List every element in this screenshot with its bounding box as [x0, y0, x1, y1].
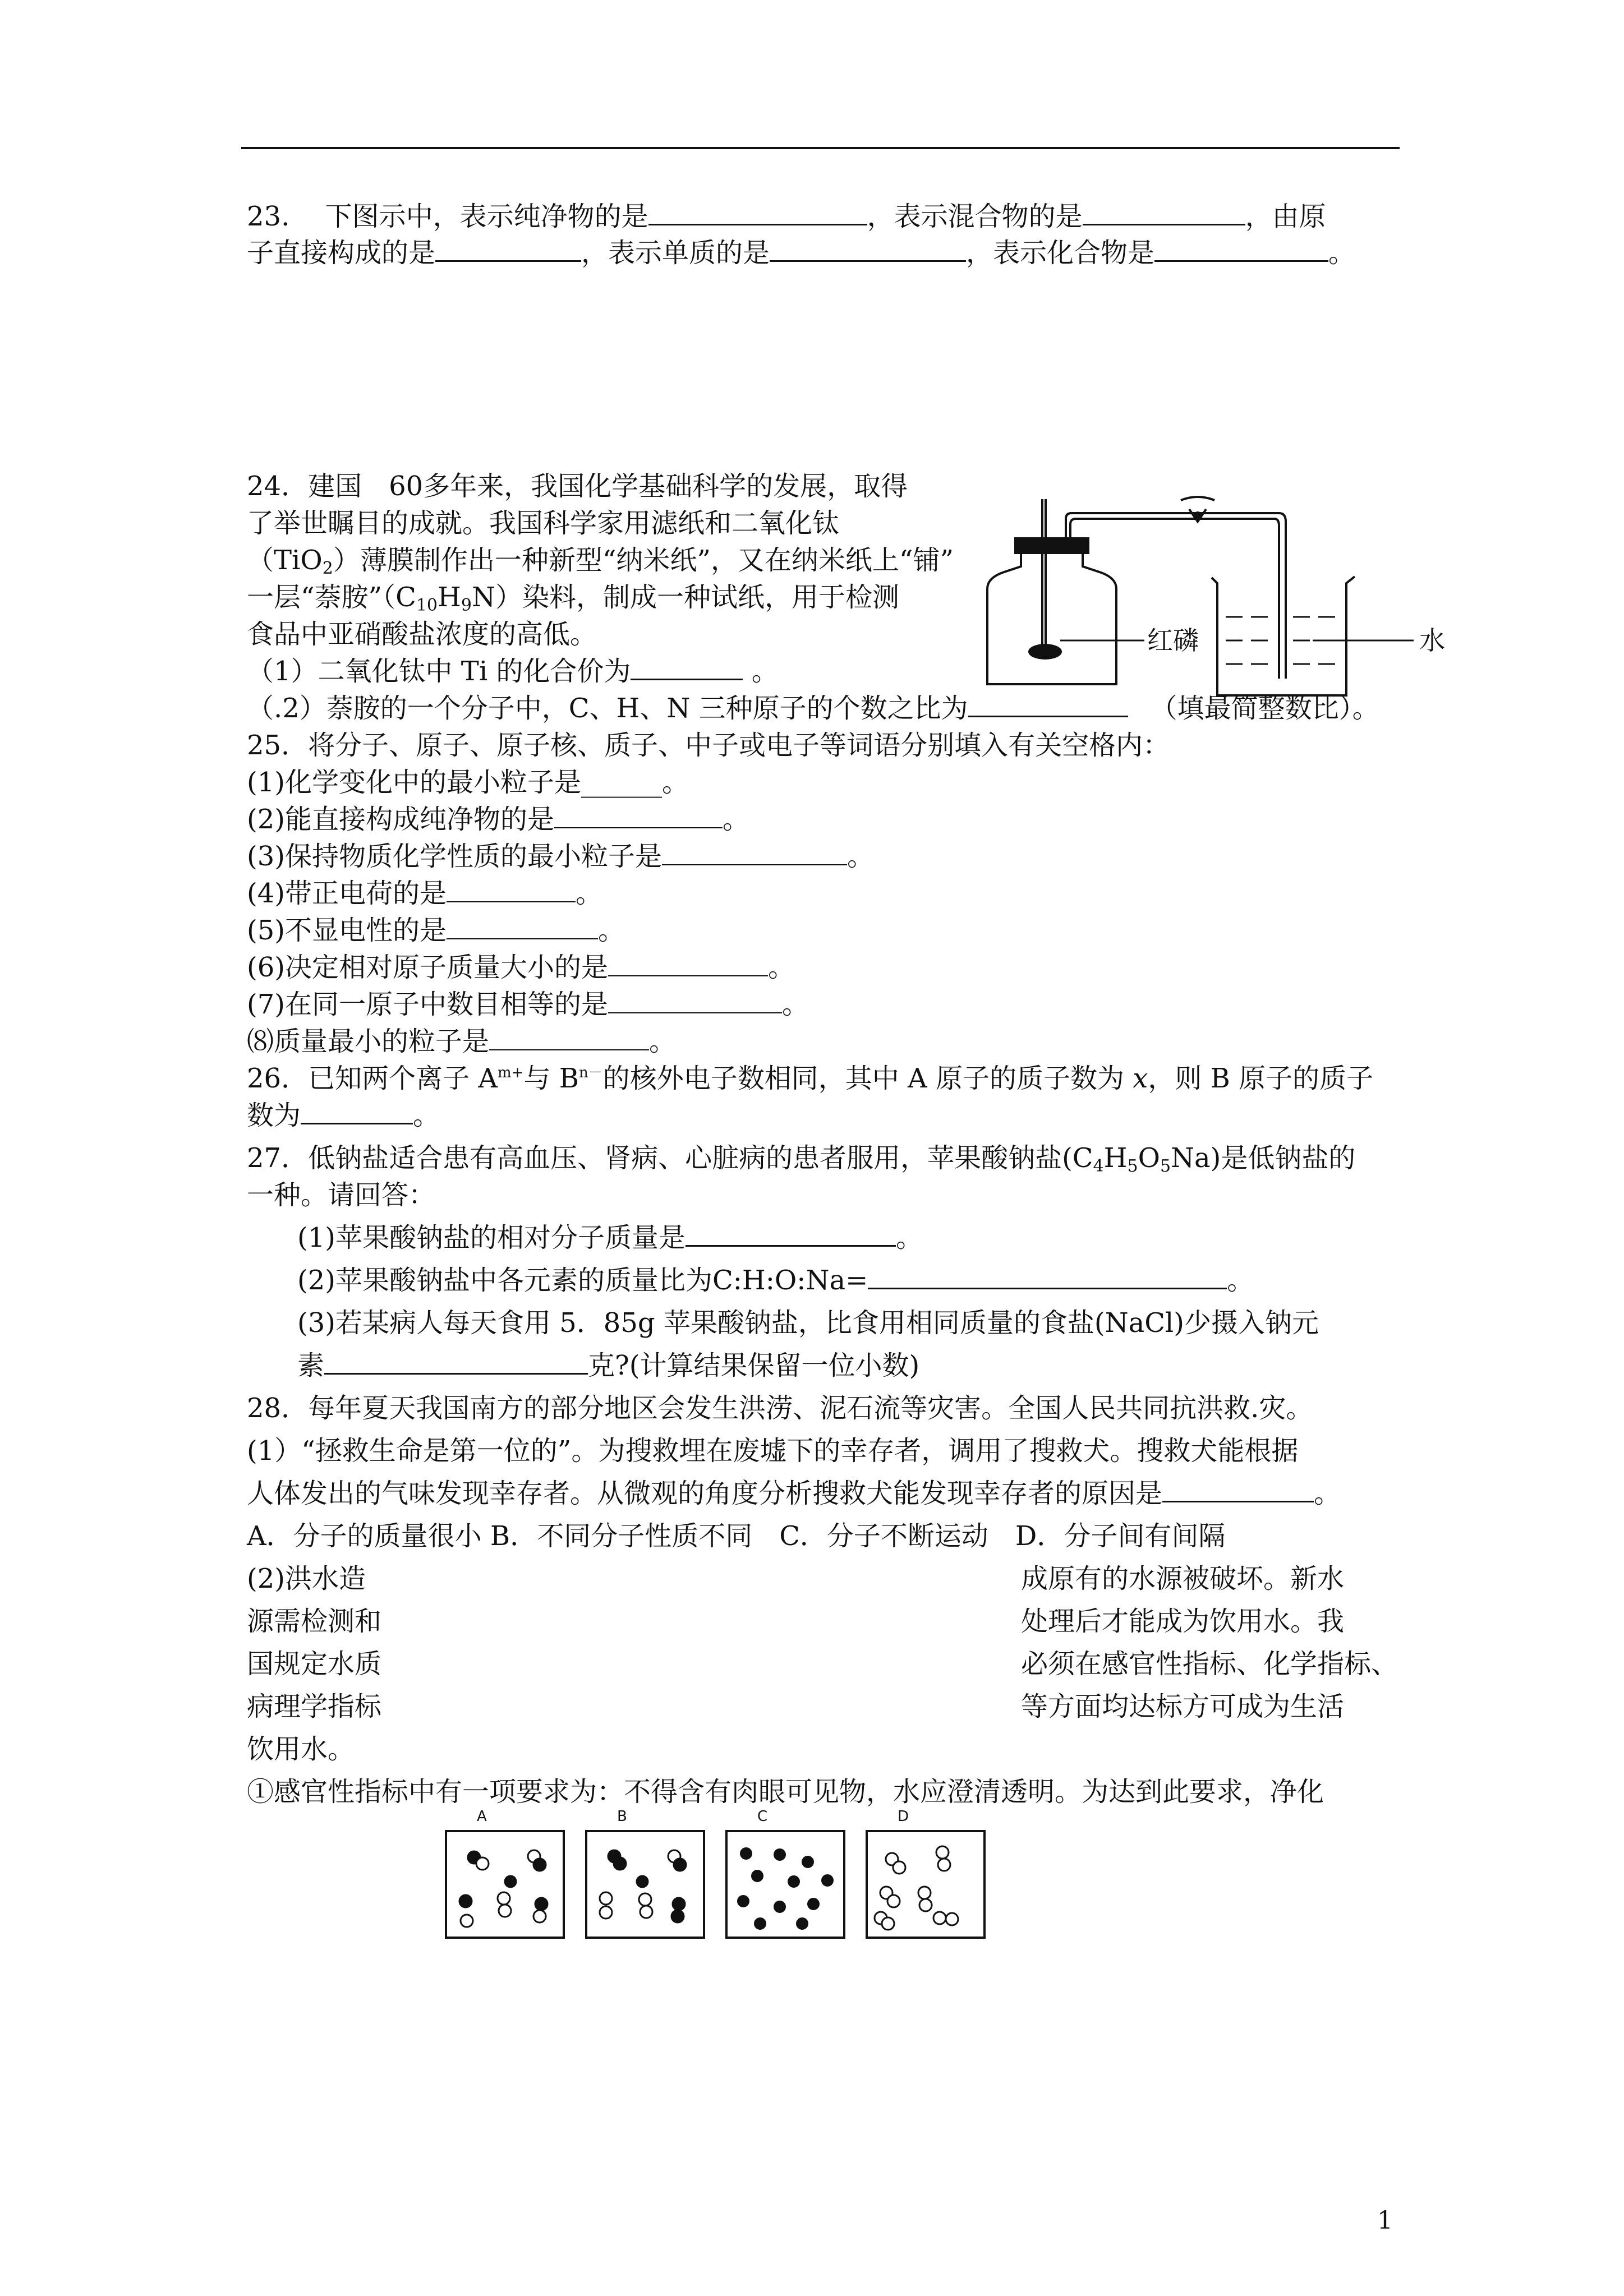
- q28-right-3: 必须在感官性指标、化学指标、: [1021, 1648, 1398, 1680]
- q25-blank: [662, 840, 847, 865]
- q23-blank-atoms: [435, 236, 581, 262]
- q28-right-1: 成原有的水源被破坏。新水: [1021, 1563, 1345, 1594]
- header-rule: [241, 147, 1400, 149]
- q27-blank-mass: [686, 1220, 896, 1247]
- q28-line2: (1）“拯救生命是第一位的”。为搜救埋在废墟下的幸存者，调用了搜救犬。搜救犬能根据: [247, 1435, 1299, 1467]
- box-label-a: A: [477, 1808, 487, 1825]
- q24-line4: 一层“萘胺$”(C_{10}H_9N)$染料，制成一种试纸，用于检测: [247, 582, 899, 615]
- q23-blank-element: [770, 236, 966, 262]
- q24-line3: （TiO$_2$）薄膜制作出一种新型“纳米纸”，又在纳米纸上“铺”: [247, 545, 954, 578]
- q27-line1: 27．低钠盐适合患有高血压、肾病、心脏病的患者服用，苹果酸钠盐$(C_4H_5O_5Na)$是低钠盐的: [247, 1142, 1356, 1176]
- q23-text: ，表示单质的是: [581, 237, 770, 269]
- q25-blank: [608, 988, 782, 1013]
- q23-line1: [247, 199, 1326, 234]
- q23-blank-compound: [1154, 236, 1328, 262]
- q25-blank: [489, 1025, 649, 1050]
- q28-left-4: 病理学指标: [247, 1691, 382, 1722]
- phosphorus-spoon: [1028, 644, 1062, 660]
- q25-item-1: (1)化学变化中的最小粒子是______。: [247, 767, 689, 798]
- q27-sub3: (3)若某病人每天食用 5．85g 苹果酸钠盐，比食用相同质量的食盐(NaCl)少摄入钠元: [297, 1307, 1319, 1339]
- q28-last: ①感官性指标中有一项要求为：不得含有肉眼可见物，水应澄清透明。为达到此要求，净化: [247, 1776, 1324, 1808]
- q24-line1: 24．建国 60多年来，我国化学基础科学的发展，取得: [247, 471, 908, 502]
- q28-right-4: 等方面均达标方可成为生活: [1021, 1691, 1345, 1722]
- apparatus-diagram: [976, 494, 1470, 707]
- q23-text: 子直接构成的是: [247, 237, 436, 269]
- q24-line2: 了举世瞩目的成就。我国科学家用滤纸和二氧化钛: [247, 508, 840, 539]
- q25-item-5: (5)不显电性的是 。: [247, 915, 625, 946]
- q25-blank: [447, 877, 576, 902]
- q24-sub1: （1）二氧化钛中 Ti 的化合价为 。: [247, 654, 779, 689]
- q26-line2: 数为 。: [247, 1098, 440, 1133]
- q24-blank-valence: [631, 654, 743, 680]
- q23-blank-pure: [648, 199, 867, 225]
- box-label-c: C: [757, 1808, 768, 1825]
- q25-item-7: (7)在同一原子中数目相等的是 。: [247, 989, 809, 1020]
- q23-blank-mixture: [1083, 199, 1245, 225]
- q23-text: 23. 下图示中，表示纯净物的是: [247, 201, 648, 232]
- molecule-diagram: [443, 1803, 999, 1949]
- q25-blank: [608, 951, 768, 976]
- label-red-phosphorus: 红磷: [1147, 625, 1199, 656]
- q28-left-5: 饮用水。: [247, 1733, 355, 1765]
- q24-line5: 食品中亚硝酸盐浓度的高低。: [247, 619, 597, 650]
- q24-sub2: （.2）萘胺的一个分子中，C、H、N 三种原子的个数之比为 （填最简整数比）。: [247, 691, 1379, 726]
- q27-sub3-cont: 素 克?(计算结果保留一位小数): [297, 1348, 919, 1383]
- q23-text: 。: [1328, 237, 1356, 269]
- page-number: 1: [1377, 2206, 1393, 2235]
- q25-blank: [447, 914, 598, 939]
- q23-text: ，表示混合物的是: [867, 201, 1083, 232]
- q25-intro: 25．将分子、原子、原子核、质子、中子或电子等词语分别填入有关空格内：: [247, 730, 1170, 761]
- q25-item-2: (2)能直接构成纯净物的是 。: [247, 804, 750, 835]
- label-water: 水: [1419, 625, 1445, 656]
- q27-sub1: (1)苹果酸钠盐的相对分子质量是 。: [297, 1220, 923, 1255]
- box-label-d: D: [898, 1808, 909, 1825]
- q25-item-6: (6)决定相对原子质量大小的是 。: [247, 952, 795, 983]
- q26-blank: [301, 1098, 413, 1124]
- q23-text: ，由原: [1245, 201, 1326, 232]
- q28-line3: 人体发出的气味发现幸存者。从微观的角度分析搜救犬能发现幸存者的原因是 。: [247, 1476, 1341, 1511]
- q25-blank: [554, 803, 723, 828]
- q28-right-2: 处理后才能成为饮用水。我: [1021, 1606, 1345, 1637]
- q25-item-3: (3)保持物质化学性质的最小粒子是 。: [247, 841, 875, 872]
- q23-line2: [247, 236, 1355, 270]
- q26-line1: 26．已知两个离子 $A^{m+}$与 $B^{n-}$的核外电子数相同，其中 A 原子的质子数为 x，则 B 原子的质子: [247, 1063, 1374, 1094]
- q28-blank-reason: [1162, 1476, 1314, 1502]
- q28-left-1: (2)洪水造: [247, 1563, 366, 1594]
- q28-line1: 28．每年夏天我国南方的部分地区会发生洪涝、泥石流等灾害。全国人民共同抗洪救.灾。: [247, 1393, 1313, 1424]
- q28-left-3: 国规定水质: [247, 1648, 382, 1680]
- q27-blank-sodium: [324, 1348, 588, 1375]
- q25-item-4: (4)带正电荷的是 。: [247, 878, 603, 909]
- q23-text: ，表示化合物是: [966, 237, 1155, 269]
- q28-left-2: 源需检测和: [247, 1606, 382, 1637]
- q27-blank-ratio: [868, 1263, 1227, 1289]
- q27-sub2: (2)苹果酸钠盐中各元素的质量比为C:H:O:Na= 。: [297, 1263, 1254, 1298]
- q25-item-8: ⑻质量最小的粒子是 。: [247, 1026, 677, 1057]
- q27-line2: 一种。请回答：: [247, 1179, 436, 1211]
- q28-options: A．分子的质量很小 B．不同分子性质不同 C．分子不断运动 D．分子间有间隔: [247, 1520, 1226, 1552]
- box-label-b: B: [617, 1808, 627, 1825]
- flask-icon: [987, 550, 1116, 684]
